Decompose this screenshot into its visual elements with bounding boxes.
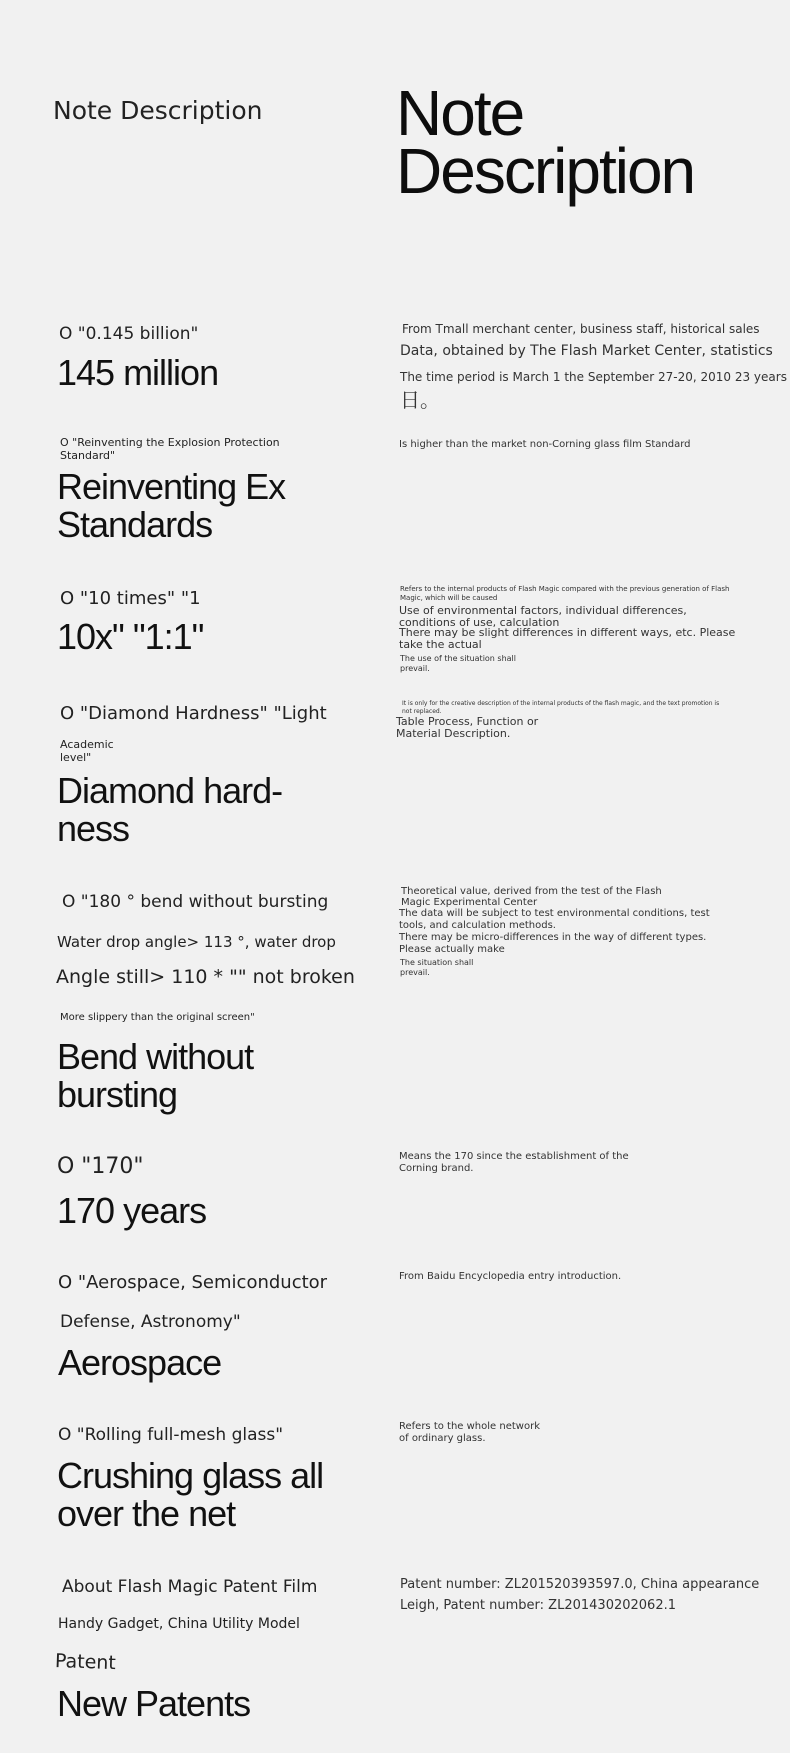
row-tag-secondary: Water drop angle> 113 °, water drop <box>57 933 336 951</box>
row-tag: O "Aerospace, Semiconductor <box>58 1272 328 1293</box>
row-note: Is higher than the market non-Corning glass film Standard <box>399 439 691 450</box>
row-headline: New Patents <box>57 1683 251 1724</box>
row-note: Data, obtained by The Flash Market Center, statistics <box>400 343 773 359</box>
row-headline: 10x" "1:1" <box>57 616 204 657</box>
row-note: It is only for the creative description of the internal products of the flash magic, and the text promotion is not replaced. <box>402 700 720 715</box>
row-tag: O "180 ° bend without bursting <box>62 892 329 912</box>
row-note: There may be micro-differences in the way of different types. Please actually make <box>399 932 707 955</box>
small-title: Note Description <box>53 96 263 125</box>
hero-title <box>396 77 695 207</box>
hero-title-line2: Description <box>396 135 695 207</box>
row-tag-tertiary: Angle still> 110 * "" not broken <box>56 966 355 988</box>
row-tag-secondary: Defense, Astronomy" <box>60 1312 241 1332</box>
row-tag-secondary: Handy Gadget, China Utility Model <box>58 1616 300 1632</box>
headline-line2: ness <box>57 808 130 849</box>
row-headline: Aerospace <box>58 1342 222 1383</box>
headline-line2: bursting <box>57 1074 178 1115</box>
row-tag-secondary: Academic level" <box>60 738 114 764</box>
headline-line1: Bend without <box>57 1036 254 1077</box>
row-tag: O "Reinventing the Explosion Protection Standard" <box>60 436 280 462</box>
row-note: Means the 170 since the establishment of the Corning brand. <box>399 1151 629 1174</box>
row-note: The data will be subject to test environmental conditions, test tools, and calculation methods. <box>399 908 710 931</box>
row-headline <box>57 772 282 848</box>
row-note: Refers to the whole network of ordinary glass. <box>399 1421 540 1444</box>
row-note: Refers to the internal products of Flash Magic compared with the previous generation of Flash Magic, which will be caused <box>400 585 730 602</box>
row-note: The situation shall prevail. <box>400 958 474 977</box>
row-tag: About Flash Magic Patent Film <box>62 1577 318 1597</box>
headline-line2: Standards <box>57 504 213 545</box>
row-note: Patent number: ZL201520393597.0, China appearance <box>400 1577 760 1592</box>
hero-title-line1: Note <box>396 77 524 149</box>
row-note: There may be slight differences in different ways, etc. Please take the actual <box>399 626 736 651</box>
row-note: Leigh, Patent number: ZL201430202062.1 <box>400 1598 676 1613</box>
row-note: Theoretical value, derived from the test of the Flash Magic Experimental Center <box>401 886 662 907</box>
row-note: Use of environmental factors, individual differences, conditions of use, calculation <box>399 604 687 629</box>
row-tag: O "Diamond Hardness" "Light <box>60 703 327 724</box>
row-note: The use of the situation shall prevail. <box>400 654 517 673</box>
row-tag-tertiary: Patent <box>54 1650 117 1675</box>
headline-line1: Crushing glass all <box>57 1455 324 1496</box>
row-note: From Baidu Encyclopedia entry introduction. <box>399 1271 622 1282</box>
row-tag: O "170" <box>57 1154 144 1179</box>
headline-line2: over the net <box>57 1493 236 1534</box>
row-note: From Tmall merchant center, business staff, historical sales <box>402 322 760 336</box>
row-headline <box>57 468 285 544</box>
row-tag-quaternary: More slippery than the original screen" <box>60 1012 255 1023</box>
row-headline: 170 years <box>57 1190 207 1231</box>
row-note: 日。 <box>400 388 440 412</box>
row-tag: O "10 times" "1 <box>60 588 201 609</box>
row-tag: O "Rolling full-mesh glass" <box>58 1425 284 1445</box>
row-headline <box>57 1038 253 1114</box>
row-note: Table Process, Function or Material Description. <box>396 715 539 740</box>
row-tag: O "0.145 billion" <box>59 324 199 344</box>
row-headline <box>57 1457 323 1533</box>
row-note: The time period is March 1 the September 27-20, 2010 23 years <box>400 370 787 384</box>
headline-line1: Diamond hard- <box>57 770 283 811</box>
row-headline: 145 million <box>57 352 219 393</box>
headline-line1: Reinventing Ex <box>57 466 286 507</box>
